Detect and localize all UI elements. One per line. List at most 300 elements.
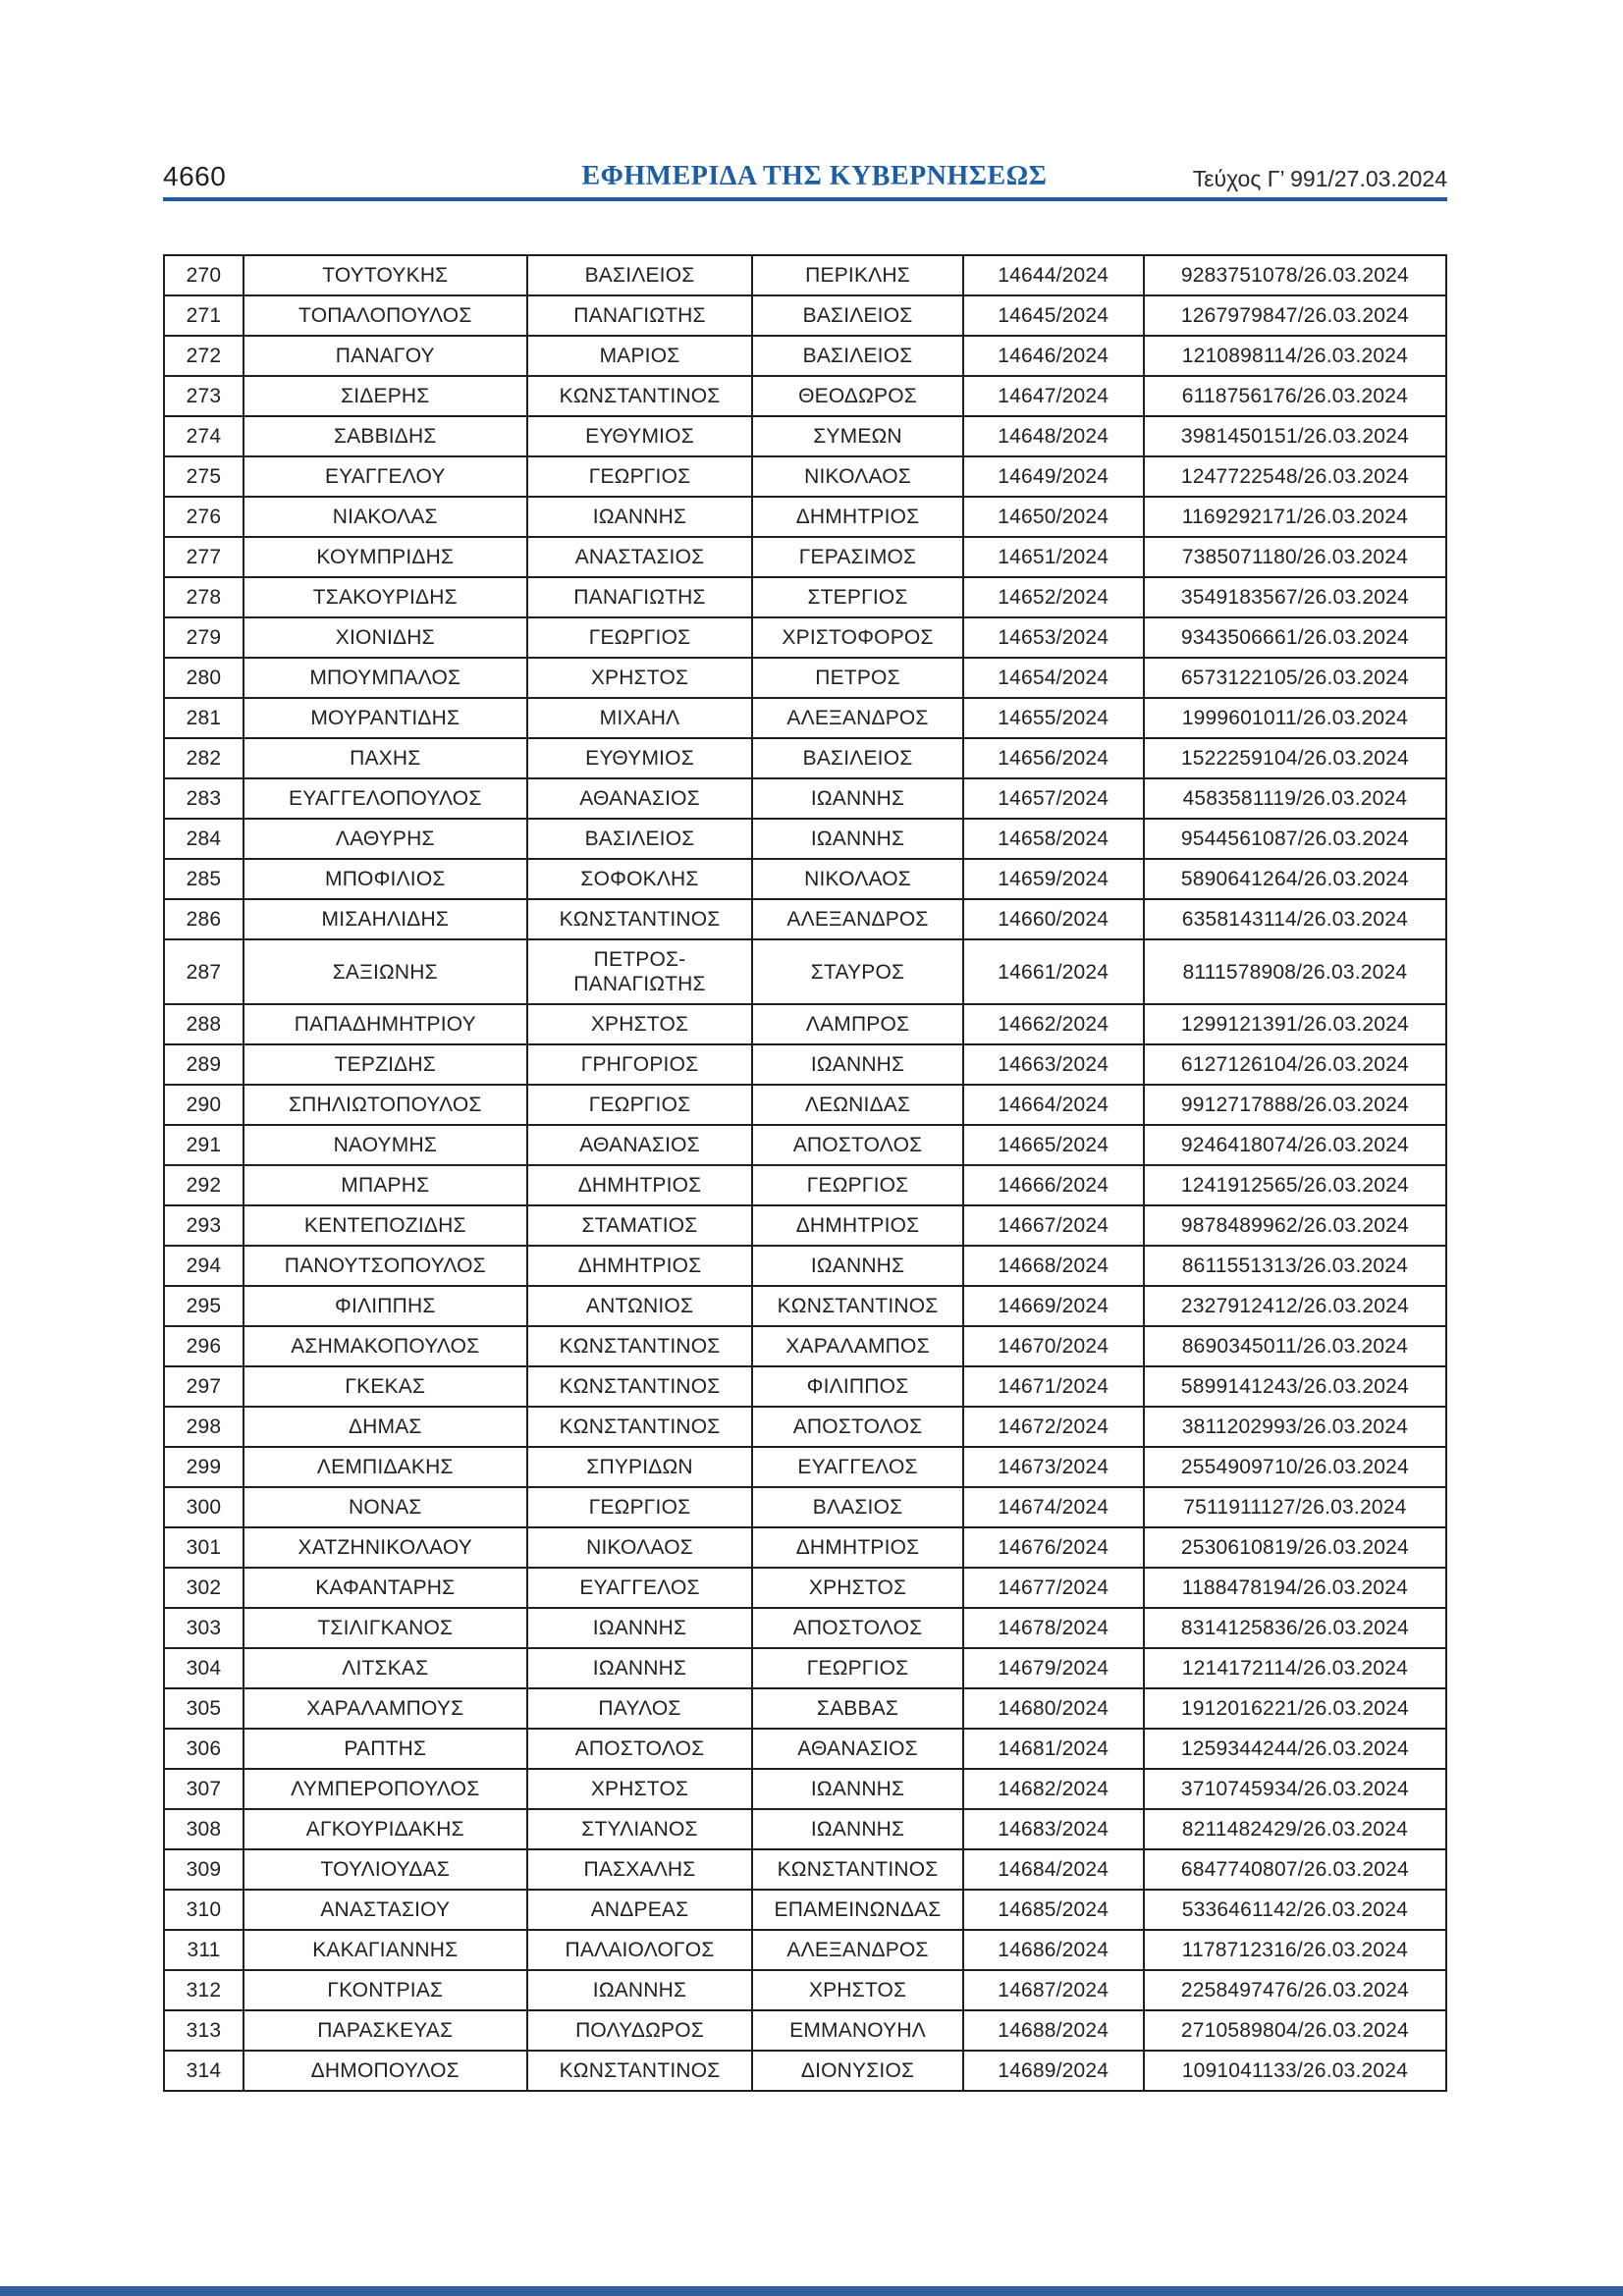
cell-father_name: ΑΠΟΣΤΟΛΟΣ xyxy=(752,1407,962,1447)
table-row xyxy=(164,1527,1446,1568)
cell-surname: ΚΕΝΤΕΠΟΖΙΔΗΣ xyxy=(243,1205,527,1246)
cell-decision_number: 14644/2024 xyxy=(963,255,1144,295)
cell-father_name: ΧΡΙΣΤΟΦΟΡΟΣ xyxy=(752,617,962,658)
table-row xyxy=(164,1487,1446,1527)
cell-first_name: ΑΠΟΣΤΟΛΟΣ xyxy=(527,1729,753,1769)
cell-first_name: ΣΤΥΛΙΑΝΟΣ xyxy=(527,1809,753,1849)
cell-first_name: ΣΤΑΜΑΤΙΟΣ xyxy=(527,1205,753,1246)
cell-decision_number: 14664/2024 xyxy=(963,1085,1144,1125)
cell-first_name: ΠΕΤΡΟΣ-ΠΑΝΑΓΙΩΤΗΣ xyxy=(527,939,753,1004)
cell-id_date: 9544561087/26.03.2024 xyxy=(1144,819,1446,859)
cell-surname: ΑΝΑΣΤΑΣΙΟΥ xyxy=(243,1890,527,1930)
cell-id_date: 2258497476/26.03.2024 xyxy=(1144,1970,1446,2010)
cell-id_date: 7511911127/26.03.2024 xyxy=(1144,1487,1446,1527)
cell-id_date: 1247722548/26.03.2024 xyxy=(1144,456,1446,497)
cell-father_name: ΑΛΕΞΑΝΔΡΟΣ xyxy=(752,1930,962,1970)
cell-index: 271 xyxy=(164,295,243,336)
cell-index: 279 xyxy=(164,617,243,658)
cell-id_date: 1210898114/26.03.2024 xyxy=(1144,336,1446,376)
cell-father_name: ΧΡΗΣΤΟΣ xyxy=(752,1568,962,1608)
cell-index: 308 xyxy=(164,1809,243,1849)
cell-decision_number: 14649/2024 xyxy=(963,456,1144,497)
cell-decision_number: 14669/2024 xyxy=(963,1286,1144,1326)
cell-surname: ΜΠΟΦΙΛΙΟΣ xyxy=(243,859,527,899)
cell-id_date: 1522259104/26.03.2024 xyxy=(1144,738,1446,778)
cell-father_name: ΑΠΟΣΤΟΛΟΣ xyxy=(752,1125,962,1165)
cell-decision_number: 14684/2024 xyxy=(963,1849,1144,1890)
table-row xyxy=(164,1809,1446,1849)
cell-id_date: 7385071180/26.03.2024 xyxy=(1144,537,1446,577)
footer-accent-bar xyxy=(0,2286,1623,2296)
cell-first_name: ΑΝΑΣΤΑΣΙΟΣ xyxy=(527,537,753,577)
cell-decision_number: 14666/2024 xyxy=(963,1165,1144,1205)
cell-decision_number: 14670/2024 xyxy=(963,1326,1144,1366)
cell-decision_number: 14673/2024 xyxy=(963,1447,1144,1487)
cell-decision_number: 14656/2024 xyxy=(963,738,1144,778)
table-row xyxy=(164,819,1446,859)
cell-id_date: 9878489962/26.03.2024 xyxy=(1144,1205,1446,1246)
cell-first_name: ΠΟΛΥΔΩΡΟΣ xyxy=(527,2010,753,2051)
table-row xyxy=(164,1165,1446,1205)
cell-id_date: 2710589804/26.03.2024 xyxy=(1144,2010,1446,2051)
cell-id_date: 6847740807/26.03.2024 xyxy=(1144,1849,1446,1890)
cell-surname: ΠΑΡΑΣΚΕΥΑΣ xyxy=(243,2010,527,2051)
cell-first_name: ΧΡΗΣΤΟΣ xyxy=(527,658,753,698)
table-row xyxy=(164,336,1446,376)
cell-decision_number: 14651/2024 xyxy=(963,537,1144,577)
cell-id_date: 8314125836/26.03.2024 xyxy=(1144,1608,1446,1648)
cell-index: 303 xyxy=(164,1608,243,1648)
table-row xyxy=(164,1930,1446,1970)
cell-father_name: ΒΑΣΙΛΕΙΟΣ xyxy=(752,738,962,778)
table-row xyxy=(164,1688,1446,1729)
cell-decision_number: 14661/2024 xyxy=(963,939,1144,1004)
table-row xyxy=(164,1729,1446,1769)
page-number: 4660 xyxy=(163,161,227,191)
cell-index: 297 xyxy=(164,1366,243,1407)
cell-decision_number: 14681/2024 xyxy=(963,1729,1144,1769)
cell-first_name: ΚΩΝΣΤΑΝΤΙΝΟΣ xyxy=(527,1366,753,1407)
table-row xyxy=(164,376,1446,416)
cell-decision_number: 14665/2024 xyxy=(963,1125,1144,1165)
cell-index: 304 xyxy=(164,1648,243,1688)
cell-father_name: ΙΩΑΝΝΗΣ xyxy=(752,1044,962,1085)
cell-id_date: 1299121391/26.03.2024 xyxy=(1144,1004,1446,1044)
cell-index: 276 xyxy=(164,497,243,537)
cell-surname: ΔΗΜΑΣ xyxy=(243,1407,527,1447)
table-row xyxy=(164,1205,1446,1246)
cell-first_name: ΠΑΛΑΙΟΛΟΓΟΣ xyxy=(527,1930,753,1970)
table-row xyxy=(164,1044,1446,1085)
cell-index: 270 xyxy=(164,255,243,295)
table-row xyxy=(164,497,1446,537)
cell-decision_number: 14682/2024 xyxy=(963,1769,1144,1809)
cell-first_name: ΑΘΑΝΑΣΙΟΣ xyxy=(527,778,753,819)
cell-id_date: 1091041133/26.03.2024 xyxy=(1144,2051,1446,2091)
cell-father_name: ΔΗΜΗΤΡΙΟΣ xyxy=(752,1527,962,1568)
cell-father_name: ΠΕΡΙΚΛΗΣ xyxy=(752,255,962,295)
cell-decision_number: 14685/2024 xyxy=(963,1890,1144,1930)
cell-decision_number: 14654/2024 xyxy=(963,658,1144,698)
cell-decision_number: 14687/2024 xyxy=(963,1970,1144,2010)
cell-index: 286 xyxy=(164,899,243,939)
cell-id_date: 8111578908/26.03.2024 xyxy=(1144,939,1446,1004)
cell-decision_number: 14679/2024 xyxy=(963,1648,1144,1688)
cell-father_name: ΔΙΟΝΥΣΙΟΣ xyxy=(752,2051,962,2091)
cell-id_date: 2530610819/26.03.2024 xyxy=(1144,1527,1446,1568)
cell-id_date: 8211482429/26.03.2024 xyxy=(1144,1809,1446,1849)
cell-father_name: ΚΩΝΣΤΑΝΤΙΝΟΣ xyxy=(752,1286,962,1326)
cell-decision_number: 14683/2024 xyxy=(963,1809,1144,1849)
table-row xyxy=(164,1970,1446,2010)
table-row xyxy=(164,1648,1446,1688)
cell-first_name: ΓΕΩΡΓΙΟΣ xyxy=(527,617,753,658)
cell-surname: ΠΑΧΗΣ xyxy=(243,738,527,778)
cell-decision_number: 14658/2024 xyxy=(963,819,1144,859)
cell-father_name: ΕΠΑΜΕΙΝΩΝΔΑΣ xyxy=(752,1890,962,1930)
table-row xyxy=(164,1890,1446,1930)
cell-decision_number: 14645/2024 xyxy=(963,295,1144,336)
cell-father_name: ΑΘΑΝΑΣΙΟΣ xyxy=(752,1729,962,1769)
cell-decision_number: 14650/2024 xyxy=(963,497,1144,537)
cell-surname: ΓΚΟΝΤΡΙΑΣ xyxy=(243,1970,527,2010)
table-row xyxy=(164,658,1446,698)
cell-first_name: ΓΕΩΡΓΙΟΣ xyxy=(527,1487,753,1527)
cell-surname: ΤΟΥΛΙΟΥΔΑΣ xyxy=(243,1849,527,1890)
table-row xyxy=(164,295,1446,336)
cell-father_name: ΛΕΩΝΙΔΑΣ xyxy=(752,1085,962,1125)
cell-first_name: ΚΩΝΣΤΑΝΤΙΝΟΣ xyxy=(527,1326,753,1366)
cell-index: 307 xyxy=(164,1769,243,1809)
cell-index: 278 xyxy=(164,577,243,617)
cell-decision_number: 14672/2024 xyxy=(963,1407,1144,1447)
cell-first_name: ΓΡΗΓΟΡΙΟΣ xyxy=(527,1044,753,1085)
cell-index: 309 xyxy=(164,1849,243,1890)
cell-first_name: ΚΩΝΣΤΑΝΤΙΝΟΣ xyxy=(527,1407,753,1447)
header-rule xyxy=(163,197,1447,201)
cell-first_name: ΠΑΝΑΓΙΩΤΗΣ xyxy=(527,295,753,336)
cell-first_name: ΕΥΑΓΓΕΛΟΣ xyxy=(527,1568,753,1608)
cell-surname: ΣΠΗΛΙΩΤΟΠΟΥΛΟΣ xyxy=(243,1085,527,1125)
cell-decision_number: 14678/2024 xyxy=(963,1608,1144,1648)
table-row xyxy=(164,537,1446,577)
table-row xyxy=(164,1447,1446,1487)
cell-index: 290 xyxy=(164,1085,243,1125)
cell-index: 291 xyxy=(164,1125,243,1165)
cell-first_name: ΜΑΡΙΟΣ xyxy=(527,336,753,376)
cell-id_date: 6127126104/26.03.2024 xyxy=(1144,1044,1446,1085)
cell-surname: ΣΙΔΕΡΗΣ xyxy=(243,376,527,416)
cell-surname: ΧΙΟΝΙΔΗΣ xyxy=(243,617,527,658)
cell-surname: ΚΑΚΑΓΙΑΝΝΗΣ xyxy=(243,1930,527,1970)
cell-index: 311 xyxy=(164,1930,243,1970)
cell-index: 289 xyxy=(164,1044,243,1085)
cell-decision_number: 14674/2024 xyxy=(963,1487,1144,1527)
cell-id_date: 1169292171/26.03.2024 xyxy=(1144,497,1446,537)
cell-id_date: 6118756176/26.03.2024 xyxy=(1144,376,1446,416)
cell-father_name: ΕΥΑΓΓΕΛΟΣ xyxy=(752,1447,962,1487)
table-row xyxy=(164,617,1446,658)
cell-surname: ΕΥΑΓΓΕΛΟΥ xyxy=(243,456,527,497)
cell-first_name: ΒΑΣΙΛΕΙΟΣ xyxy=(527,819,753,859)
cell-surname: ΧΑΤΖΗΝΙΚΟΛΑΟΥ xyxy=(243,1527,527,1568)
cell-surname: ΣΑΒΒΙΔΗΣ xyxy=(243,416,527,456)
cell-surname: ΑΣΗΜΑΚΟΠΟΥΛΟΣ xyxy=(243,1326,527,1366)
cell-father_name: ΙΩΑΝΝΗΣ xyxy=(752,819,962,859)
cell-first_name: ΠΑΥΛΟΣ xyxy=(527,1688,753,1729)
cell-id_date: 4583581119/26.03.2024 xyxy=(1144,778,1446,819)
cell-father_name: ΑΛΕΞΑΝΔΡΟΣ xyxy=(752,899,962,939)
cell-id_date: 3811202993/26.03.2024 xyxy=(1144,1407,1446,1447)
cell-father_name: ΑΛΕΞΑΝΔΡΟΣ xyxy=(752,698,962,738)
page-header xyxy=(163,153,1447,192)
cell-id_date: 1241912565/26.03.2024 xyxy=(1144,1165,1446,1205)
cell-surname: ΤΕΡΖΙΔΗΣ xyxy=(243,1044,527,1085)
cell-surname: ΤΣΙΛΙΓΚΑΝΟΣ xyxy=(243,1608,527,1648)
cell-first_name: ΣΟΦΟΚΛΗΣ xyxy=(527,859,753,899)
cell-decision_number: 14659/2024 xyxy=(963,859,1144,899)
cell-father_name: ΘΕΟΔΩΡΟΣ xyxy=(752,376,962,416)
cell-father_name: ΕΜΜΑΝΟΥΗΛ xyxy=(752,2010,962,2051)
cell-id_date: 9343506661/26.03.2024 xyxy=(1144,617,1446,658)
cell-index: 293 xyxy=(164,1205,243,1246)
cell-father_name: ΝΙΚΟΛΑΟΣ xyxy=(752,456,962,497)
cell-id_date: 2554909710/26.03.2024 xyxy=(1144,1447,1446,1487)
cell-father_name: ΛΑΜΠΡΟΣ xyxy=(752,1004,962,1044)
cell-id_date: 1178712316/26.03.2024 xyxy=(1144,1930,1446,1970)
cell-surname: ΦΙΛΙΠΠΗΣ xyxy=(243,1286,527,1326)
cell-surname: ΔΗΜΟΠΟΥΛΟΣ xyxy=(243,2051,527,2091)
cell-father_name: ΓΕΡΑΣΙΜΟΣ xyxy=(752,537,962,577)
cell-first_name: ΑΝΤΩΝΙΟΣ xyxy=(527,1286,753,1326)
cell-father_name: ΦΙΛΙΠΠΟΣ xyxy=(752,1366,962,1407)
cell-decision_number: 14662/2024 xyxy=(963,1004,1144,1044)
cell-first_name: ΝΙΚΟΛΑΟΣ xyxy=(527,1527,753,1568)
cell-father_name: ΣΤΕΡΓΙΟΣ xyxy=(752,577,962,617)
cell-index: 283 xyxy=(164,778,243,819)
table-row xyxy=(164,1004,1446,1044)
cell-surname: ΑΓΚΟΥΡΙΔΑΚΗΣ xyxy=(243,1809,527,1849)
cell-first_name: ΑΝΔΡΕΑΣ xyxy=(527,1890,753,1930)
cell-first_name: ΜΙΧΑΗΛ xyxy=(527,698,753,738)
cell-father_name: ΒΑΣΙΛΕΙΟΣ xyxy=(752,336,962,376)
cell-first_name: ΓΕΩΡΓΙΟΣ xyxy=(527,1085,753,1125)
cell-first_name: ΠΑΣΧΑΛΗΣ xyxy=(527,1849,753,1890)
cell-first_name: ΠΑΝΑΓΙΩΤΗΣ xyxy=(527,577,753,617)
table-row xyxy=(164,939,1446,1004)
cell-first_name: ΙΩΑΝΝΗΣ xyxy=(527,1648,753,1688)
issue-label: Τεύχος Γ’ 991/27.03.2024 xyxy=(1192,166,1447,191)
cell-decision_number: 14648/2024 xyxy=(963,416,1144,456)
cell-decision_number: 14667/2024 xyxy=(963,1205,1144,1246)
cell-first_name: ΣΠΥΡΙΔΩΝ xyxy=(527,1447,753,1487)
cell-index: 300 xyxy=(164,1487,243,1527)
cell-father_name: ΣΑΒΒΑΣ xyxy=(752,1688,962,1729)
cell-id_date: 9912717888/26.03.2024 xyxy=(1144,1085,1446,1125)
cell-surname: ΚΑΦΑΝΤΑΡΗΣ xyxy=(243,1568,527,1608)
cell-surname: ΝΑΟΥΜΗΣ xyxy=(243,1125,527,1165)
table-row xyxy=(164,1366,1446,1407)
cell-surname: ΣΑΞΙΩΝΗΣ xyxy=(243,939,527,1004)
table-row xyxy=(164,1125,1446,1165)
cell-surname: ΤΟΠΑΛΟΠΟΥΛΟΣ xyxy=(243,295,527,336)
cell-surname: ΚΟΥΜΠΡΙΔΗΣ xyxy=(243,537,527,577)
cell-father_name: ΚΩΝΣΤΑΝΤΙΝΟΣ xyxy=(752,1849,962,1890)
cell-first_name: ΚΩΝΣΤΑΝΤΙΝΟΣ xyxy=(527,376,753,416)
cell-index: 282 xyxy=(164,738,243,778)
cell-index: 295 xyxy=(164,1286,243,1326)
cell-first_name: ΧΡΗΣΤΟΣ xyxy=(527,1004,753,1044)
table-row xyxy=(164,456,1446,497)
table-row xyxy=(164,1286,1446,1326)
table-row xyxy=(164,899,1446,939)
cell-decision_number: 14671/2024 xyxy=(963,1366,1144,1407)
cell-id_date: 9283751078/26.03.2024 xyxy=(1144,255,1446,295)
cell-decision_number: 14647/2024 xyxy=(963,376,1144,416)
cell-index: 310 xyxy=(164,1890,243,1930)
cell-decision_number: 14676/2024 xyxy=(963,1527,1144,1568)
cell-surname: ΕΥΑΓΓΕΛΟΠΟΥΛΟΣ xyxy=(243,778,527,819)
cell-index: 314 xyxy=(164,2051,243,2091)
cell-father_name: ΠΕΤΡΟΣ xyxy=(752,658,962,698)
cell-surname: ΡΑΠΤΗΣ xyxy=(243,1729,527,1769)
table-row xyxy=(164,859,1446,899)
table-row xyxy=(164,255,1446,295)
table-row xyxy=(164,1407,1446,1447)
cell-father_name: ΣΤΑΥΡΟΣ xyxy=(752,939,962,1004)
table-row xyxy=(164,577,1446,617)
cell-index: 301 xyxy=(164,1527,243,1568)
cell-first_name: ΑΘΑΝΑΣΙΟΣ xyxy=(527,1125,753,1165)
cell-index: 280 xyxy=(164,658,243,698)
cell-surname: ΠΑΝΟΥΤΣΟΠΟΥΛΟΣ xyxy=(243,1246,527,1286)
cell-father_name: ΙΩΑΝΝΗΣ xyxy=(752,1809,962,1849)
cell-index: 302 xyxy=(164,1568,243,1608)
cell-id_date: 1259344244/26.03.2024 xyxy=(1144,1729,1446,1769)
cell-surname: ΤΣΑΚΟΥΡΙΔΗΣ xyxy=(243,577,527,617)
cell-surname: ΜΠΑΡΗΣ xyxy=(243,1165,527,1205)
cell-index: 281 xyxy=(164,698,243,738)
cell-id_date: 6573122105/26.03.2024 xyxy=(1144,658,1446,698)
table-row xyxy=(164,2010,1446,2051)
table-row xyxy=(164,1769,1446,1809)
cell-id_date: 9246418074/26.03.2024 xyxy=(1144,1125,1446,1165)
cell-index: 288 xyxy=(164,1004,243,1044)
table-row xyxy=(164,1085,1446,1125)
cell-id_date: 5899141243/26.03.2024 xyxy=(1144,1366,1446,1407)
cell-id_date: 8611551313/26.03.2024 xyxy=(1144,1246,1446,1286)
cell-surname: ΛΑΘΥΡΗΣ xyxy=(243,819,527,859)
cell-id_date: 1999601011/26.03.2024 xyxy=(1144,698,1446,738)
cell-decision_number: 14688/2024 xyxy=(963,2010,1144,2051)
cell-index: 272 xyxy=(164,336,243,376)
cell-first_name: ΚΩΝΣΤΑΝΤΙΝΟΣ xyxy=(527,2051,753,2091)
table-row xyxy=(164,416,1446,456)
table-row xyxy=(164,2051,1446,2091)
cell-index: 298 xyxy=(164,1407,243,1447)
cell-father_name: ΒΛΑΣΙΟΣ xyxy=(752,1487,962,1527)
cell-index: 294 xyxy=(164,1246,243,1286)
cell-id_date: 6358143114/26.03.2024 xyxy=(1144,899,1446,939)
cell-index: 313 xyxy=(164,2010,243,2051)
table-row xyxy=(164,1246,1446,1286)
cell-index: 299 xyxy=(164,1447,243,1487)
cell-id_date: 5890641264/26.03.2024 xyxy=(1144,859,1446,899)
cell-first_name: ΕΥΘΥΜΙΟΣ xyxy=(527,416,753,456)
cell-id_date: 1188478194/26.03.2024 xyxy=(1144,1568,1446,1608)
cell-id_date: 5336461142/26.03.2024 xyxy=(1144,1890,1446,1930)
cell-surname: ΝΟΝΑΣ xyxy=(243,1487,527,1527)
cell-first_name: ΒΑΣΙΛΕΙΟΣ xyxy=(527,255,753,295)
table-row xyxy=(164,698,1446,738)
cell-surname: ΜΠΟΥΜΠΑΛΟΣ xyxy=(243,658,527,698)
cell-id_date: 1267979847/26.03.2024 xyxy=(1144,295,1446,336)
cell-father_name: ΒΑΣΙΛΕΙΟΣ xyxy=(752,295,962,336)
table-row xyxy=(164,778,1446,819)
cell-decision_number: 14680/2024 xyxy=(963,1688,1144,1729)
cell-decision_number: 14657/2024 xyxy=(963,778,1144,819)
cell-first_name: ΙΩΑΝΝΗΣ xyxy=(527,1970,753,2010)
cell-first_name: ΚΩΝΣΤΑΝΤΙΝΟΣ xyxy=(527,899,753,939)
cell-id_date: 3710745934/26.03.2024 xyxy=(1144,1769,1446,1809)
cell-index: 273 xyxy=(164,376,243,416)
cell-id_date: 3549183567/26.03.2024 xyxy=(1144,577,1446,617)
cell-first_name: ΓΕΩΡΓΙΟΣ xyxy=(527,456,753,497)
cell-id_date: 8690345011/26.03.2024 xyxy=(1144,1326,1446,1366)
cell-father_name: ΔΗΜΗΤΡΙΟΣ xyxy=(752,497,962,537)
cell-index: 284 xyxy=(164,819,243,859)
cell-surname: ΤΟΥΤΟΥΚΗΣ xyxy=(243,255,527,295)
cell-father_name: ΧΡΗΣΤΟΣ xyxy=(752,1970,962,2010)
table-row xyxy=(164,1849,1446,1890)
cell-surname: ΠΑΠΑΔΗΜΗΤΡΙΟΥ xyxy=(243,1004,527,1044)
cell-index: 277 xyxy=(164,537,243,577)
table-row xyxy=(164,1608,1446,1648)
cell-surname: ΠΑΝΑΓΟΥ xyxy=(243,336,527,376)
cell-surname: ΛΕΜΠΙΔΑΚΗΣ xyxy=(243,1447,527,1487)
cell-surname: ΛΙΤΣΚΑΣ xyxy=(243,1648,527,1688)
cell-index: 312 xyxy=(164,1970,243,2010)
decisions-table xyxy=(163,254,1447,2092)
cell-decision_number: 14646/2024 xyxy=(963,336,1144,376)
cell-decision_number: 14677/2024 xyxy=(963,1568,1144,1608)
cell-index: 287 xyxy=(164,939,243,1004)
cell-father_name: ΝΙΚΟΛΑΟΣ xyxy=(752,859,962,899)
cell-surname: ΜΟΥΡΑΝΤΙΔΗΣ xyxy=(243,698,527,738)
cell-index: 305 xyxy=(164,1688,243,1729)
decisions-table-body xyxy=(164,255,1446,2091)
cell-decision_number: 14668/2024 xyxy=(963,1246,1144,1286)
cell-decision_number: 14689/2024 xyxy=(963,2051,1144,2091)
table-row xyxy=(164,738,1446,778)
cell-index: 296 xyxy=(164,1326,243,1366)
cell-decision_number: 14686/2024 xyxy=(963,1930,1144,1970)
cell-index: 274 xyxy=(164,416,243,456)
cell-decision_number: 14660/2024 xyxy=(963,899,1144,939)
cell-id_date: 1912016221/26.03.2024 xyxy=(1144,1688,1446,1729)
cell-first_name: ΔΗΜΗΤΡΙΟΣ xyxy=(527,1165,753,1205)
cell-index: 275 xyxy=(164,456,243,497)
cell-decision_number: 14653/2024 xyxy=(963,617,1144,658)
cell-surname: ΛΥΜΠΕΡΟΠΟΥΛΟΣ xyxy=(243,1769,527,1809)
cell-surname: ΧΑΡΑΛΑΜΠΟΥΣ xyxy=(243,1688,527,1729)
cell-first_name: ΧΡΗΣΤΟΣ xyxy=(527,1769,753,1809)
cell-father_name: ΙΩΑΝΝΗΣ xyxy=(752,1769,962,1809)
cell-father_name: ΓΕΩΡΓΙΟΣ xyxy=(752,1648,962,1688)
gazette-title: ΕΦΗΜΕΡΙΔΑ ΤΗΣ ΚΥΒΕΡΝΗΣΕΩΣ xyxy=(581,161,1048,191)
cell-first_name: ΙΩΑΝΝΗΣ xyxy=(527,497,753,537)
cell-index: 292 xyxy=(164,1165,243,1205)
